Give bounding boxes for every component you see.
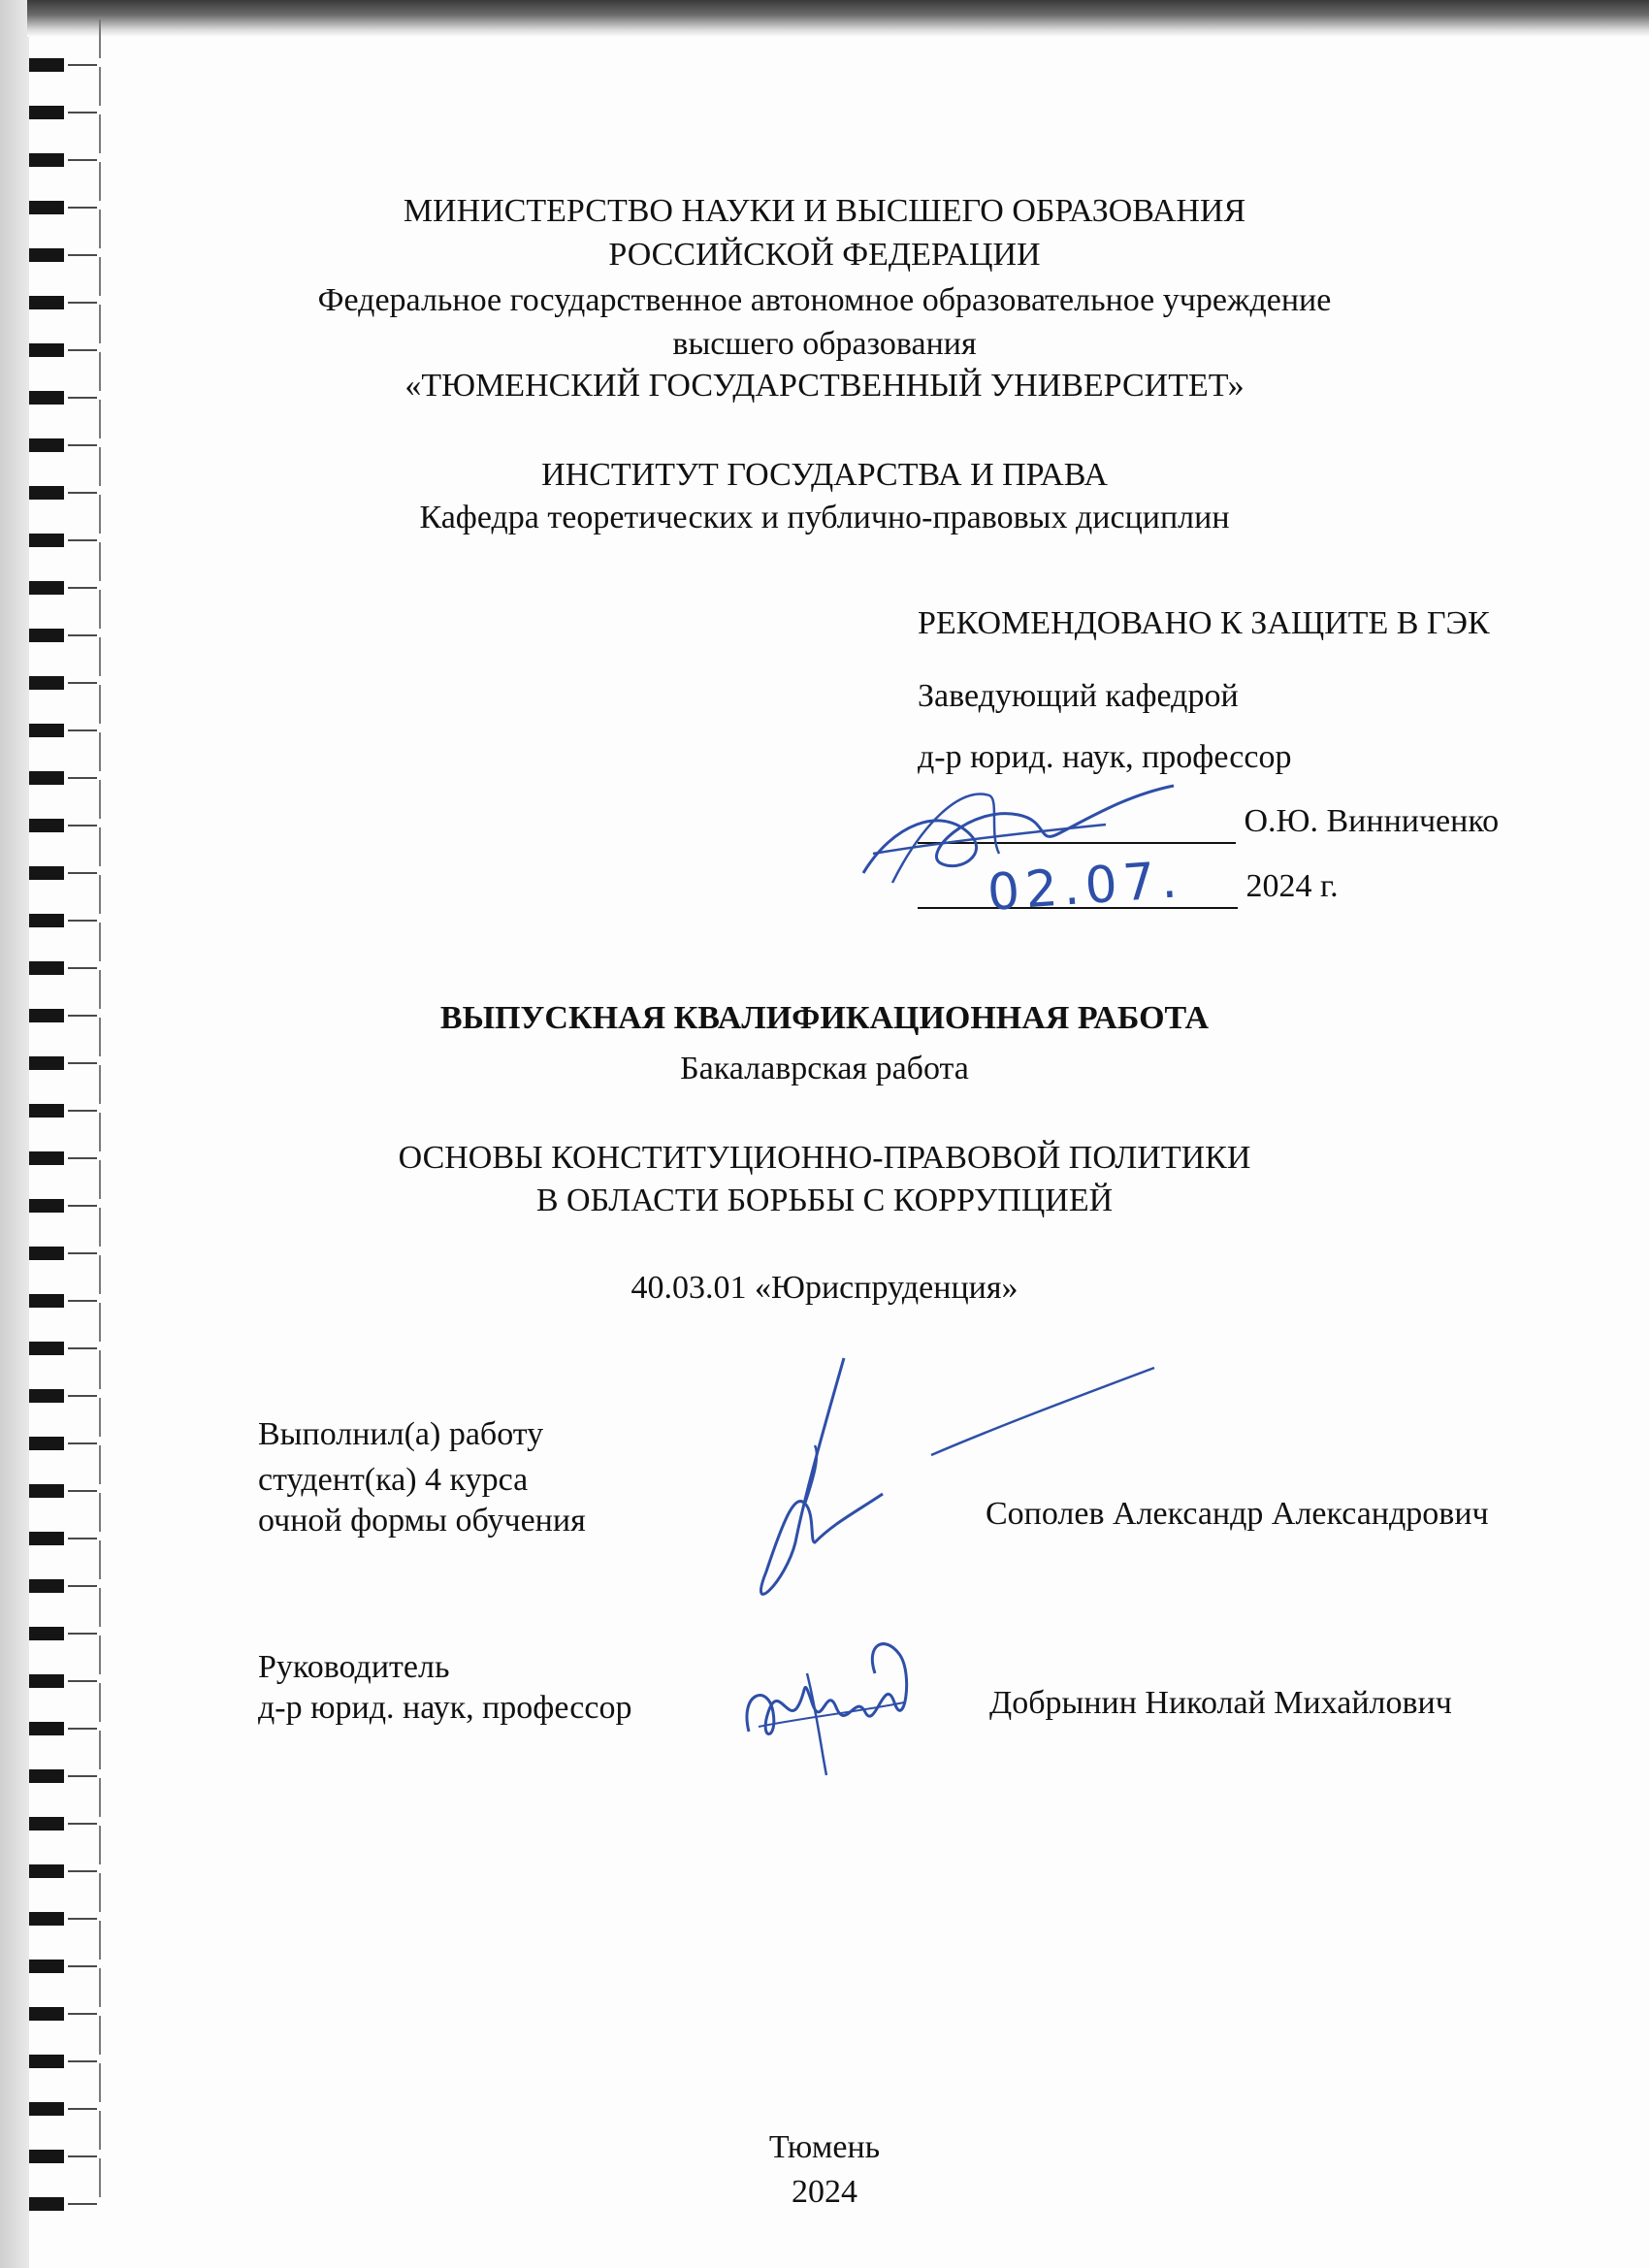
binding-hole [29,2007,99,2021]
institution-line-2: высшего образования [672,326,977,362]
work-subtype: Бакалаврская работа [680,1051,969,1086]
binding-hole [29,1532,99,1545]
student-line-2: студент(ка) 4 курса [258,1462,529,1498]
institute-name: ИНСТИТУТ ГОСУДАРСТВА И ПРАВА [541,457,1108,493]
student-line-1: Выполнил(а) работу [258,1416,544,1452]
topic-line-1: ОСНОВЫ КОНСТИТУЦИОННО-ПРАВОВОЙ ПОЛИТИКИ [398,1140,1251,1176]
approval-title: РЕКОМЕНДОВАНО К ЗАЩИТЕ В ГЭК [918,605,1490,641]
binding-hole [29,58,99,72]
binding-hole [29,2102,99,2116]
binding-hole [29,2055,99,2068]
binding-hole [29,1247,99,1260]
binding-hole [29,771,99,785]
binding-hole [29,1912,99,1926]
binding-hole [29,1722,99,1735]
binding-hole [29,1674,99,1688]
binding-hole [29,819,99,832]
supervisor-signature [729,1615,923,1780]
binding-hole [29,1342,99,1355]
ministry-line-1: МИНИСТЕРСТВО НАУКИ И ВЫСШЕГО ОБРАЗОВАНИЯ [403,193,1246,229]
binding-hole [29,1769,99,1783]
department-name: Кафедра теоретических и публично-правовых дисциплин [419,500,1230,535]
binding-hole [29,1627,99,1640]
binding-hole [29,581,99,595]
binding-hole [29,1104,99,1118]
binding-hole [29,106,99,119]
binding-hole [29,1864,99,1878]
binding-hole [29,1484,99,1498]
scan-top-shadow [27,0,1649,37]
institution-line-1: Федеральное государственное автономное образовательное учреждение [317,282,1332,318]
ministry-line-2: РОССИЙСКОЙ ФЕДЕРАЦИИ [608,237,1041,273]
binding-hole [29,676,99,690]
binding-hole [29,1817,99,1831]
binding-hole [29,1389,99,1403]
supervisor-line-2: д-р юрид. наук, профессор [258,1690,632,1726]
student-line-3: очной формы обучения [258,1503,586,1539]
binding-hole [29,1960,99,1973]
binding-hole [29,1437,99,1450]
student-signature [708,1348,1174,1620]
binding-hole [29,1579,99,1593]
approval-year: 2024 г. [1245,868,1339,904]
university-name: «ТЮМЕНСКИЙ ГОСУДАРСТВЕННЫЙ УНИВЕРСИТЕТ» [404,368,1245,404]
handwritten-date: 02.07. [986,851,1185,923]
footer-city: Тюмень [768,2129,881,2165]
binding-hole [29,914,99,927]
footer-year: 2024 [792,2174,857,2210]
approval-position: Заведующий кафедрой [918,678,1239,714]
binding-hole [29,438,99,452]
approval-degree: д-р юрид. наук, профессор [918,739,1292,775]
work-type: ВЫПУСКНАЯ КВАЛИФИКАЦИОННАЯ РАБОТА [439,1000,1210,1036]
supervisor-name: Добрынин Николай Михайлович [989,1685,1452,1721]
binding-hole [29,961,99,975]
binding-hole [29,629,99,642]
topic-line-2: В ОБЛАСТИ БОРЬБЫ С КОРРУПЦИЕЙ [535,1183,1114,1218]
binding-hole [29,724,99,737]
student-name: Сополев Александр Александрович [986,1496,1489,1532]
specialty: 40.03.01 «Юриспруденция» [630,1270,1018,1306]
binding-hole [29,153,99,167]
approver-name: О.Ю. Винниченко [1244,803,1500,839]
supervisor-line-1: Руководитель [258,1649,450,1685]
binding-hole [29,866,99,880]
